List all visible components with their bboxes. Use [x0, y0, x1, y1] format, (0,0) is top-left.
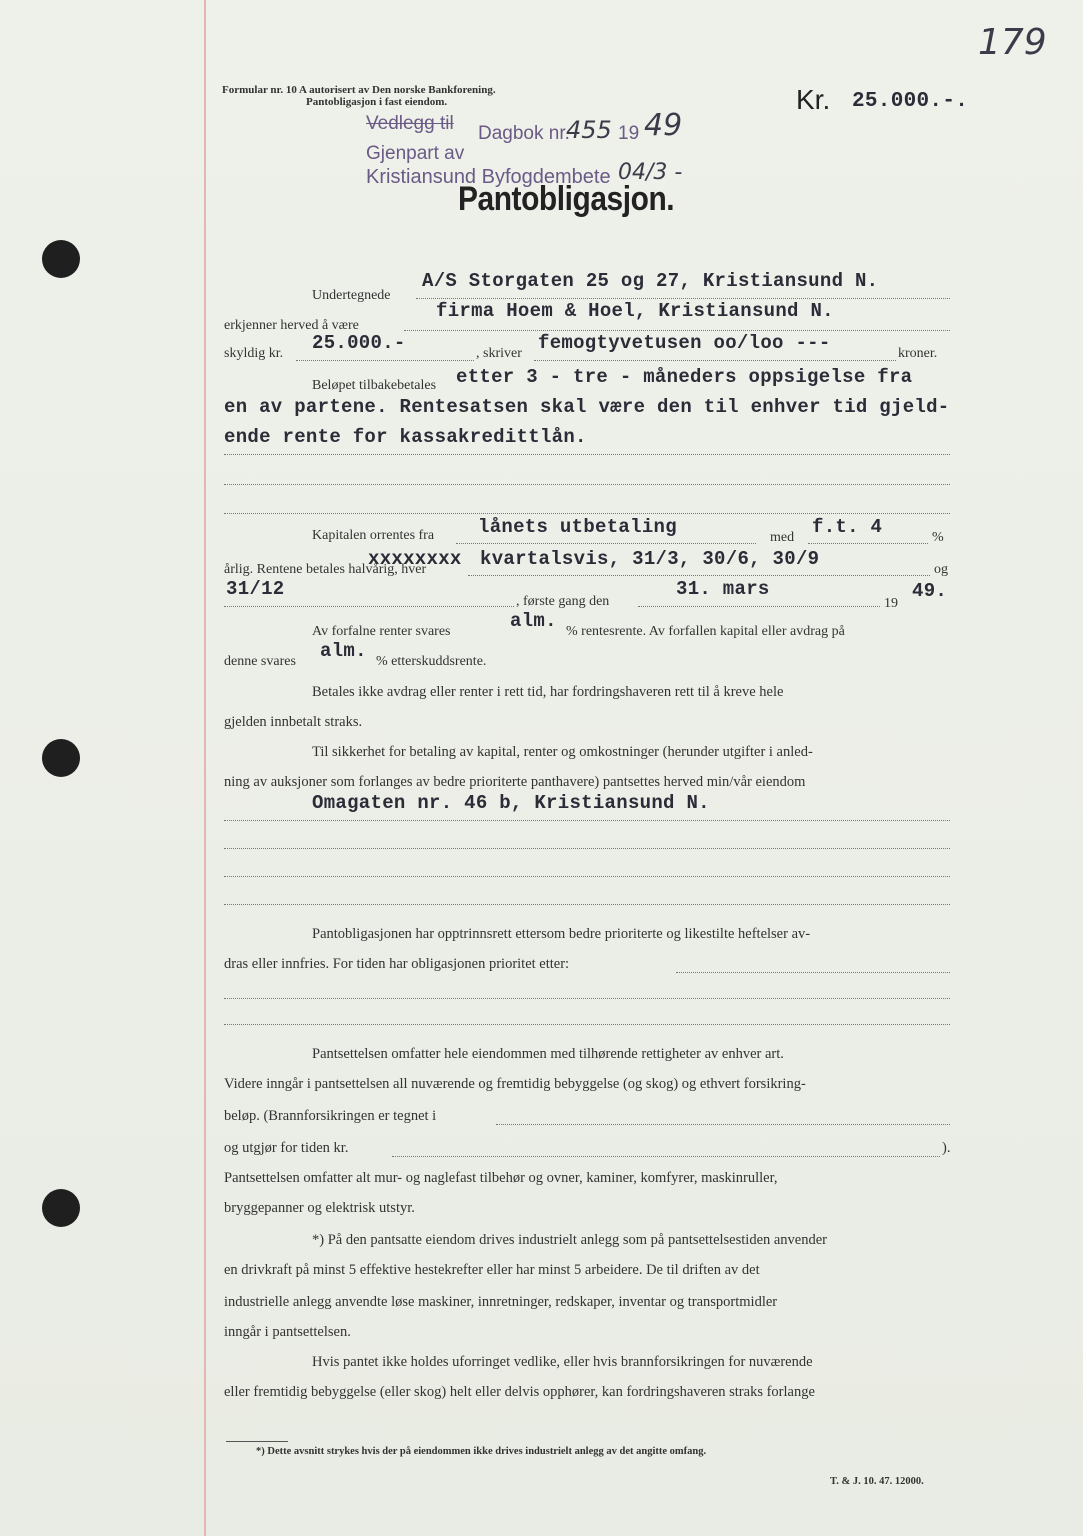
para-scope-line4-end: ).	[942, 1140, 951, 1156]
arlig-label: årlig. Rentene betales halvårig, hver	[224, 562, 427, 577]
kvartal-text: kvartalsvis, 31/3, 30/6, 30/9	[480, 548, 820, 570]
repay-line3: ende rente for kassakredittlån.	[224, 426, 587, 448]
para-industrial-line2: en drivkraft på minst 5 effektive hestekrefter eller har minst 5 arbeidere. De til driften av det	[224, 1262, 760, 1278]
fill-line	[456, 543, 756, 544]
fill-line	[224, 484, 950, 485]
fill-line	[638, 606, 880, 607]
struck-xxx: xxxxxxxx	[368, 548, 462, 570]
punch-hole-middle	[42, 739, 80, 777]
alm-1: alm.	[510, 610, 557, 632]
para-scope-line3: beløp. (Brannforsikringen er tegnet i	[224, 1108, 437, 1124]
fill-line	[468, 575, 930, 576]
og-label: og	[934, 562, 948, 577]
punch-hole-bottom	[42, 1189, 80, 1227]
fill-line	[416, 298, 950, 299]
stamp-date-handwritten: 04/3 -	[618, 160, 683, 185]
amount-value: 25.000.-.	[852, 90, 969, 113]
para-priority-line1: Pantobligasjonen har opptrinnsrett ettersom bedre prioriterte og likestilte heftelser av-	[312, 926, 811, 942]
fill-line	[224, 513, 950, 514]
repay-line1: etter 3 - tre - måneders oppsigelse fra	[456, 366, 913, 388]
alm-2: alm.	[320, 640, 367, 662]
stamp-dagbok-label: Dagbok nr.	[478, 123, 570, 144]
para-default-line2: gjelden innbetalt straks.	[224, 714, 363, 730]
para-industrial-line3: industrielle anlegg anvendte løse maskiner, innretninger, redskaper, inventar og transportmidler	[224, 1294, 778, 1310]
fill-line	[224, 1024, 950, 1025]
page-number: 179	[978, 22, 1047, 63]
fill-line	[496, 1124, 950, 1125]
fill-line	[224, 876, 950, 877]
para-scope-line4: og utgjør for tiden kr.	[224, 1140, 349, 1156]
undertegnede-label: Undertegnede	[312, 288, 391, 303]
date-3112: 31/12	[226, 578, 285, 600]
from-text: lånets utbetaling	[478, 516, 677, 538]
erkjenner-label: erkjenner herved å være	[224, 318, 359, 333]
forste-label: , første gang den	[516, 594, 610, 609]
margin-rule	[204, 0, 206, 1536]
fill-line	[224, 848, 950, 849]
fill-line	[224, 820, 950, 821]
kapitalen-label: Kapitalen orrentes fra	[312, 528, 435, 543]
fill-line	[224, 904, 950, 905]
skriver-label: , skriver	[476, 346, 522, 361]
forfalne-pre: Av forfalne renter svares	[312, 624, 451, 639]
footnote-rule	[226, 1441, 288, 1442]
med-label: med	[770, 530, 795, 545]
para-security-line2: ning av auksjoner som forlanges av bedre prioriterte panthavere) pantsettes herved min/vår eiendom	[224, 774, 806, 790]
fill-line	[224, 998, 950, 999]
para-priority-line2: dras eller innfries. For tiden har obligasjonen prioritet etter:	[224, 956, 570, 972]
rate-text: f.t. 4	[812, 516, 883, 538]
form-header-line2: Pantobligasjon i fast eiendom.	[306, 96, 448, 108]
percent-sign: %	[932, 530, 944, 545]
repay-line2: en av partene. Rentesatsen skal være den til enhver tid gjeld-	[224, 396, 950, 418]
para-scope-line1: Pantsettelsen omfatter hele eiendommen med tilhørende rettigheter av enhver art.	[312, 1046, 784, 1062]
fill-line	[224, 454, 950, 455]
stamp-gjenpart: Gjenpart av	[366, 143, 465, 164]
debtor-line2: firma Hoem & Hoel, Kristiansund N.	[436, 300, 834, 322]
form-header-line1: Formular nr. 10 A autorisert av Den norske Bankforening.	[222, 84, 496, 96]
skyldig-label: skyldig kr.	[224, 346, 284, 361]
belopet-label: Beløpet tilbakebetales	[312, 378, 437, 393]
forfalne-post: % rentesrente. Av forfallen kapital eller avdrag på	[566, 624, 845, 639]
amount-prefix: Kr.	[796, 84, 831, 115]
para-maintenance-line2: eller fremtidig bebyggelse (eller skog) helt eller delvis opphører, kan fordringshaveren straks forlange	[224, 1384, 815, 1400]
stamp-dagbok-number: 455	[566, 116, 612, 144]
stamp-year-prefix: 19	[618, 123, 640, 144]
para-fixtures-line1: Pantsettelsen omfatter alt mur- og naglefast tilbehør og ovner, kaminer, komfyrer, maskinruller,	[224, 1170, 778, 1186]
para-maintenance-line1: Hvis pantet ikke holdes uforringet vedlike, eller hvis brannforsikringen for nuværende	[312, 1354, 813, 1370]
property-address: Omagaten nr. 46 b, Kristiansund N.	[312, 792, 710, 814]
para-default-line1: Betales ikke avdrag eller renter i rett tid, har fordringshaveren rett til å kreve hele	[312, 684, 784, 700]
kroner-label: kroner.	[898, 346, 938, 361]
fill-line	[676, 972, 950, 973]
stamp-vedlegg: Vedlegg til	[366, 113, 454, 134]
first-date: 31. mars	[676, 578, 770, 600]
para-fixtures-line2: bryggepanner og elektrisk utstyr.	[224, 1200, 415, 1216]
para-scope-line2: Videre inngår i pantsettelsen all nuværende og fremtidig bebyggelse (og skog) og ethvert forsikring-	[224, 1076, 806, 1092]
para-security-line1: Til sikkerhet for betaling av kapital, renter og omkostninger (herunder utgifter i anled-	[312, 744, 813, 760]
para-industrial-line4: inngår i pantsettelsen.	[224, 1324, 351, 1340]
debtor-line1: A/S Storgaten 25 og 27, Kristiansund N.	[422, 270, 879, 292]
skyldig-amount: 25.000.-	[312, 332, 406, 354]
stamp-office: Kristiansund Byfogdembete	[366, 166, 611, 188]
punch-hole-top	[42, 240, 80, 278]
fill-line	[534, 360, 896, 361]
fill-line	[392, 1156, 940, 1157]
printer-mark: T. & J. 10. 47. 12000.	[830, 1476, 924, 1487]
fill-line	[404, 330, 950, 331]
document-title: Pantobligasjon.	[458, 180, 675, 218]
stamp-year-suffix: 49	[644, 108, 683, 143]
skriver-text: femogtyvetusen oo/loo ---	[538, 332, 831, 354]
denne-post: % etterskuddsrente.	[376, 654, 487, 669]
year-49: 49.	[912, 580, 948, 602]
para-industrial-line1: *) På den pantsatte eiendom drives industrielt anlegg som på pantsettelsestiden anvender	[312, 1232, 828, 1248]
denne-pre: denne svares	[224, 654, 296, 669]
fill-line	[224, 606, 514, 607]
footnote: *) Dette avsnitt strykes hvis der på eiendommen ikke drives industrielt anlegg av det angitte omfang.	[256, 1446, 707, 1457]
fill-line	[296, 360, 474, 361]
year-19: 19	[884, 596, 898, 611]
fill-line	[808, 543, 928, 544]
